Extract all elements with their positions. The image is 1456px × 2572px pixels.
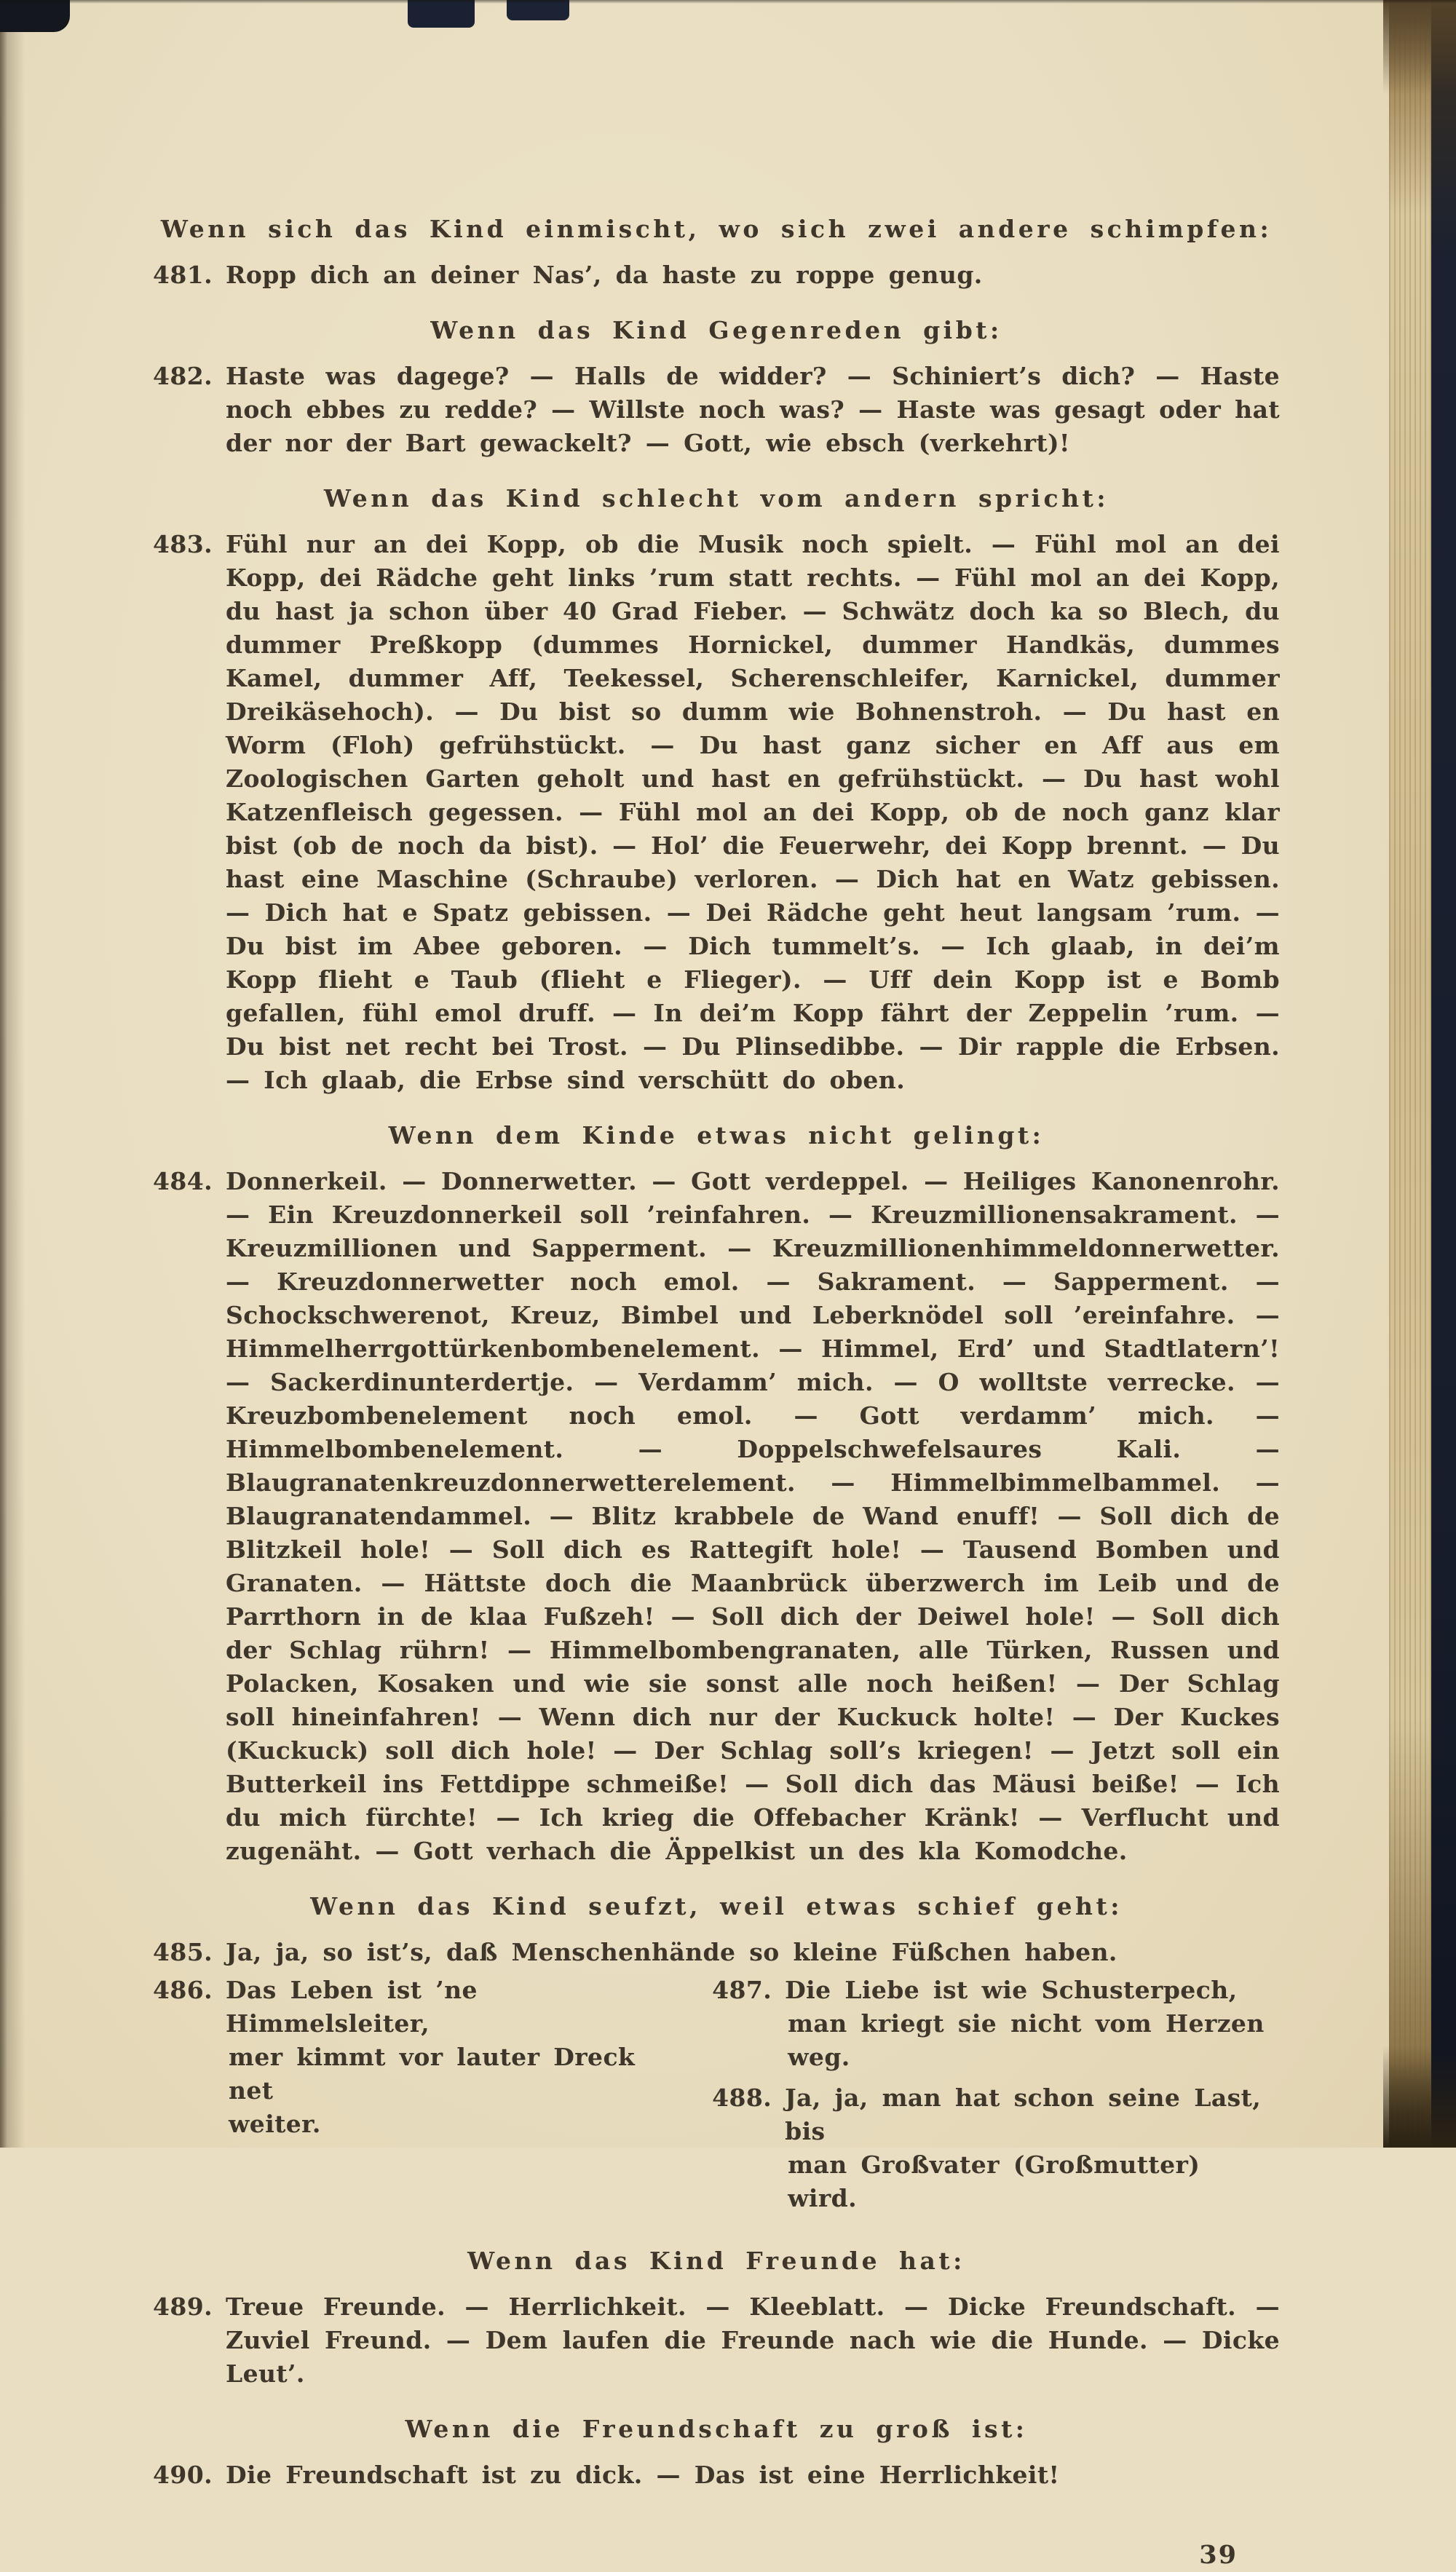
section (153, 2413, 1280, 2492)
page-number: 39 (1199, 2540, 1238, 2570)
entry-text: Treue Freunde. — Herrlichkeit. — Kleeblatt. — Dicke Freundschaft. — Zuviel Freund. — Dem laufen die Freunde nach wie die Hunde. — Dicke Leut’. (226, 2292, 1280, 2388)
text-block (153, 213, 1280, 2572)
entry-text: Ropp dich an deiner Nas’, da haste zu roppe genug. (226, 261, 983, 289)
entry-text: Die Freundschaft ist zu dick. — Das ist eine Herrlichkeit! (226, 2461, 1060, 2489)
entry (153, 2290, 1280, 2391)
verse-line: Die Liebe ist wie Schusterpech, (785, 1976, 1238, 2004)
book-fore-edge-pages (1389, 0, 1431, 2148)
entry-number: 484. (153, 1167, 213, 1195)
entry (153, 258, 1280, 292)
section-heading: Wenn das Kind Freunde hat: (467, 2247, 965, 2275)
verse-line: mer kimmt vor lauter Dreck net (229, 2043, 636, 2105)
section-heading: Wenn das Kind Gegenreden gibt: (430, 316, 1002, 344)
section (153, 1119, 1280, 1868)
entry-number: 482. (153, 362, 213, 390)
entry-number: 490. (153, 2461, 213, 2489)
entry-number: 485. (153, 1938, 213, 1966)
section-heading: Wenn dem Kinde etwas nicht gelingt: (388, 1121, 1045, 1150)
entry (153, 1165, 1280, 1868)
section-heading: Wenn die Freundschaft zu groß ist: (405, 2415, 1028, 2443)
entry-text: Haste was dagege? — Halls de widder? — Schiniert’s dich? — Haste noch ebbes zu redde? — Willste noch was? — Haste was gesagt oder hat der nor der Bart gewackelt? — Gott, wie ebsch (verkehrt)! (226, 362, 1280, 457)
verse-line: man Großvater (Großmutter) wird. (788, 2150, 1200, 2212)
section (153, 314, 1280, 460)
verse-line: Das Leben ist ’ne Himmelsleiter, (226, 1976, 478, 2038)
entry-text: Fühl nur an dei Kopp, ob die Musik noch spielt. — Fühl mol an dei Kopp, dei Rädche geht links ’rum statt rechts. — Fühl mol an dei Kopp, du hast ja schon über 40 Grad Fieber. — Schwätz doch ka so Blech, du dummer Preßkopp (dummes Hornickel, dummer Handkäs, dummes Kamel, dummer Aff, Teekessel, Scherenschleifer, Karnickel, dummer Dreikäsehoch). — Du bist so dumm wie Bohnenstroh. — Du hast en Worm (Floh) gefrühstückt. — Du hast ganz sicher en Aff aus em Zoologischen Garten geholt und hast en gefrühstückt. — Du hast wohl Katzenfleisch gegessen. — Fühl mol an dei Kopp, ob de noch ganz klar bist (ob de noch da bist). — Hol’ die Feuerwehr, dei Kopp brennt. — Du hast eine Maschine (Schraube) verloren. — Dich hat en Watz gebissen. — Dich hat e Spatz gebissen. — Dei Rädche geht heut langsam ’rum. — Du bist im Abee geboren. — Dich tummelt’s. — Ich glaab, in dei’m Kopp flieht e Taub (flieht e Flieger). — Uff dein Kopp ist e Bomb gefallen, fühl emol druff. — In dei’m Kopp fährt der Zeppelin ’rum. — Du bist net recht bei Trost. — Du Plinsedibbe. — Dir rapple die Erbsen. — Ich glaab, die Erbse sind verschütt do oben. (226, 530, 1280, 1094)
section-heading: Wenn sich das Kind einmischt, wo sich zwei andere schimpfen: (160, 215, 1273, 243)
entry-text: Donnerkeil. — Donnerwetter. — Gott verdeppel. — Heiliges Kanonenrohr. — Ein Kreuzdonnerkeil soll ’reinfahren. — Kreuzmillionensakrament. — Kreuzmillionen und Sapperment. — Kreuzmillionenhimmeldonnerwetter. — Kreuzdonnerwetter noch emol. — Sakrament. — Sapperment. — Schockschwerenot, Kreuz, Bimbel und Leberknödel soll ’ereinfahre. — Himmelherrgottürkenbombenelement. — Himmel, Erd’ und Stadtlatern’! — Sackerdinunterdertje. — Verdamm’ mich. — O wolltste verrecke. — Kreuzbombenelement noch emol. — Gott verdamm’ mich. — Himmelbombenelement. — Doppelschwefelsaures Kali. — Blaugranatenkreuzdonnerwetterelement. — Himmelbimmelbammel. — Blaugranatendammel. — Blitz krabbele de Wand enuff! — Soll dich de Blitzkeil hole! — Soll dich es Rattegift hole! — Tausend Bomben und Granaten. — Hättste doch die Maanbrück überzwerch im Leib und de Parrthorn in de klaa Fußzeh! — Soll dich der Deiwel hole! — Soll dich der Schlag rührn! — Himmelbombengranaten, alle Türken, Russen und Polacken, Kosaken und wie sie sonst alle noch heißen! — Der Schlag soll hineinfahren! — Wenn dich nur der Kuckuck holte! — Der Kuckes (Kuckuck) soll dich hole! — Der Schlag soll’s kriegen! — Jetzt soll ein Butterkeil ins Fettdippe schmeiße! — Soll dich das Mäusi beiße! — Ich du mich fürchte! — Ich krieg die Offebacher Kränk! — Verflucht und zugenäht. — Gott verhach die Äppelkist un des kla Komodche. (226, 1167, 1280, 1865)
cover-corner-top-left (0, 0, 70, 32)
entry (153, 2458, 1280, 2492)
entry-number: 487. (712, 1976, 772, 2004)
verse-entry (712, 2081, 1280, 2215)
top-page-edge-shadow (0, 0, 1456, 4)
verse-entry (153, 1974, 678, 2141)
verse-line: man kriegt sie nicht vom Herzen weg. (788, 2009, 1265, 2071)
entry (153, 360, 1280, 460)
entry-number: 481. (153, 261, 213, 289)
entry-number: 486. (153, 1976, 213, 2004)
fore-edge-top-shadow (1383, 0, 1456, 95)
section-heading: Wenn das Kind schlecht vom andern spricht: (323, 484, 1109, 513)
right-column (712, 1974, 1280, 2223)
verse-line: weiter. (229, 2110, 321, 2138)
verse-line: Ja, ja, man hat schon seine Last, bis (785, 2084, 1262, 2145)
verse-entry (712, 1974, 1280, 2074)
book-cover-edge (1431, 0, 1456, 2148)
fore-edge-bottom-shadow (1383, 2046, 1456, 2148)
section (153, 482, 1280, 1097)
left-page-edge (0, 0, 7, 2148)
section-heading: Wenn das Kind seufzt, weil etwas schief geht: (310, 1892, 1123, 1920)
two-column-row (153, 1974, 1280, 2223)
cover-tab-top-1 (408, 0, 475, 28)
section (153, 213, 1280, 292)
section (153, 2244, 1280, 2391)
entry-number: 489. (153, 2292, 213, 2321)
entry-text: Ja, ja, so ist’s, daß Menschenhände so kleine Füßchen haben. (226, 1938, 1117, 1966)
entry (153, 528, 1280, 1097)
left-column (153, 1974, 678, 2223)
section (153, 1890, 1280, 2223)
entry-number: 488. (712, 2084, 772, 2112)
entry (153, 1936, 1280, 1969)
entry-number: 483. (153, 530, 213, 558)
